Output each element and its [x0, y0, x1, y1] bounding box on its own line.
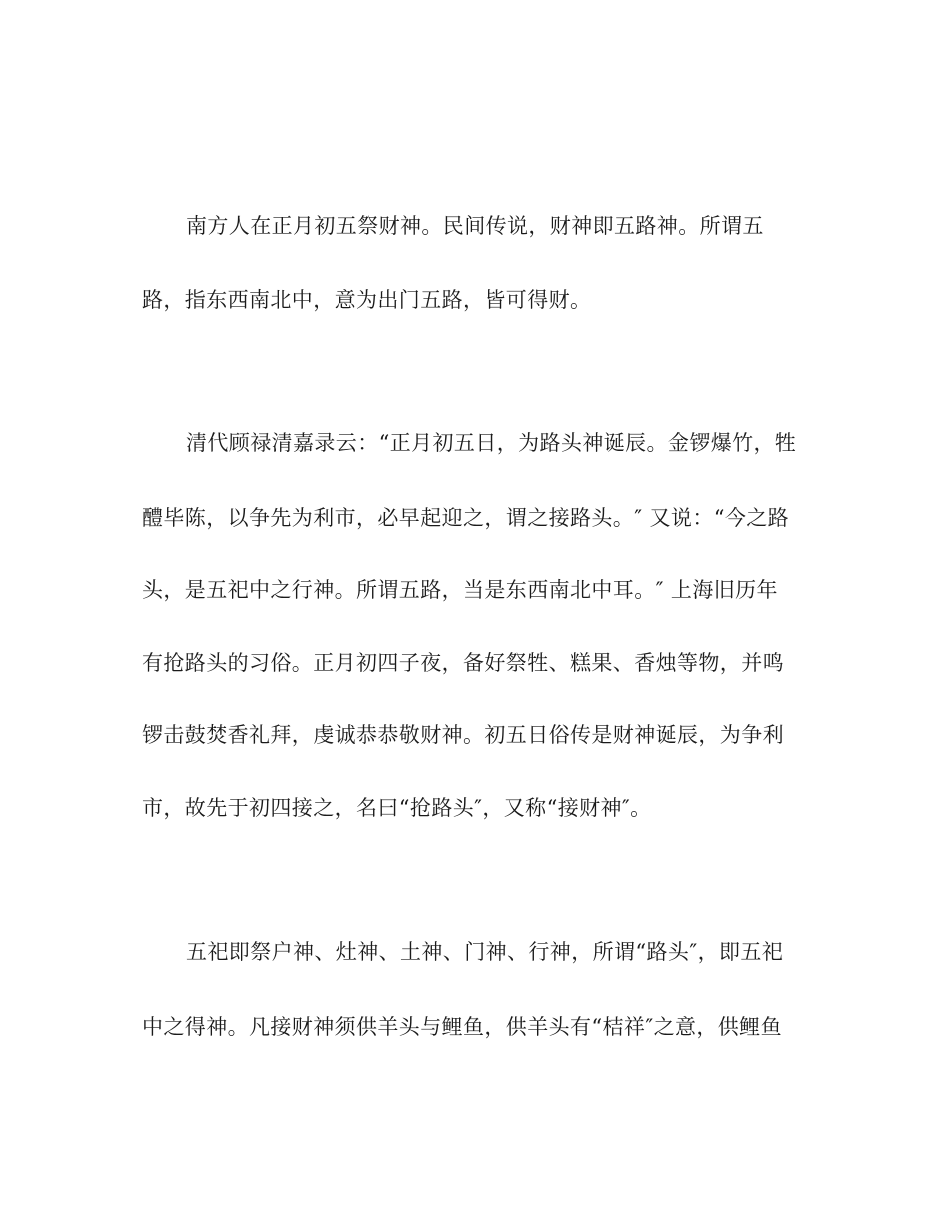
paragraph-2-line-2: 醴毕陈，以争先为利市，必早起迎之，谓之接路头。″ 又说：“今之路: [142, 506, 790, 530]
paragraph-1-line-2: 路，指东西南北中，意为出门五路，皆可得财。: [142, 288, 592, 312]
paragraph-3-line-1: 五祀即祭户神、灶神、土神、门神、行神，所谓“路头″，即五祀: [186, 940, 784, 964]
paragraph-3-line-2: 中之得神。凡接财神须供羊头与鲤鱼，供羊头有“桔祥″之意，供鲤鱼: [142, 1015, 782, 1039]
paragraph-2-line-1: 清代顾禄清嘉录云：“正月初五日，为路头神诞辰。金锣爆竹，牲: [186, 431, 797, 455]
paragraph-2-line-3: 头，是五祀中之行神。所谓五路，当是东西南北中耳。″ 上海旧历年: [142, 578, 778, 602]
paragraph-1-line-1: 南方人在正月初五祭财神。民间传说，财神即五路神。所谓五: [186, 214, 764, 238]
paragraph-2-line-6: 市，故先于初四接之，名曰“抢路头″，又称“接财神″。: [142, 796, 652, 820]
paragraph-2-line-5: 锣击鼓焚香礼拜，虔诚恭恭敬财神。初五日俗传是财神诞辰，为争利: [142, 723, 784, 747]
paragraph-2-line-4: 有抢路头的习俗。正月初四子夜，备好祭牲、糕果、香烛等物，并鸣: [142, 651, 784, 675]
